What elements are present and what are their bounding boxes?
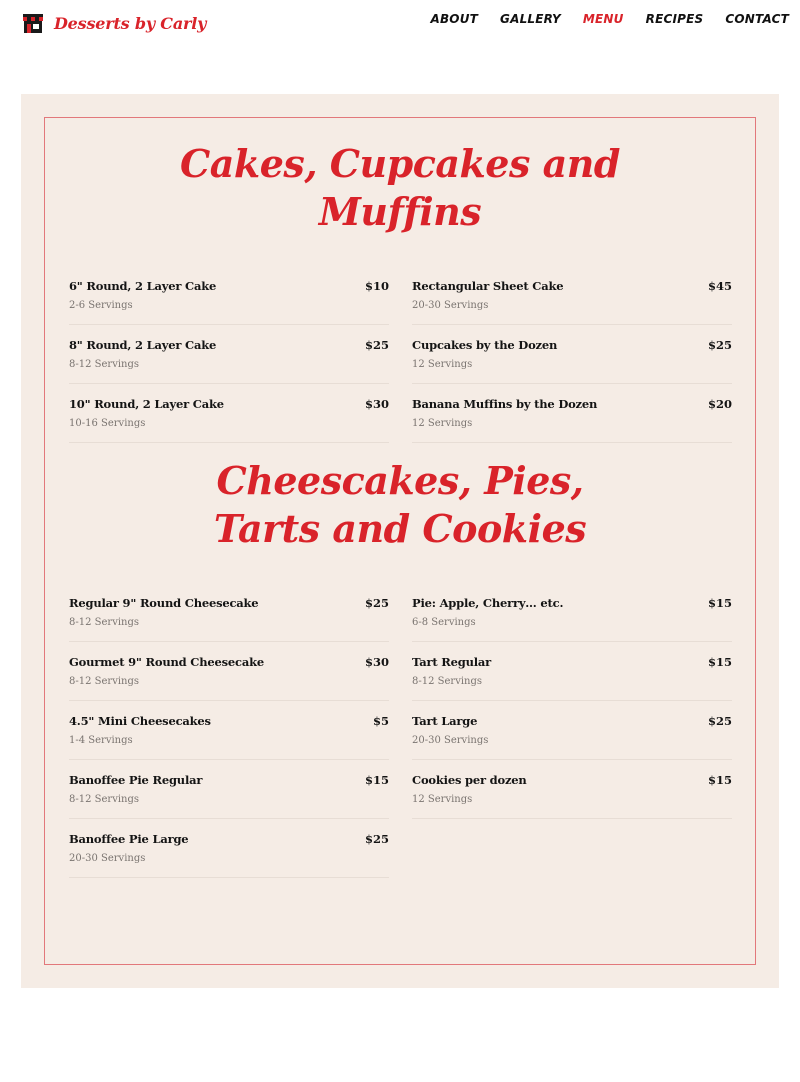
- menu-grid-cheesecakes: [69, 583, 732, 878]
- item-name: Banoffee Pie Large: [69, 832, 189, 846]
- item-servings: 8-12 Servings: [69, 359, 140, 370]
- item-name: Tart Large: [412, 714, 478, 728]
- menu-item: [69, 760, 389, 819]
- item-servings: 10-16 Servings: [69, 418, 146, 429]
- menu-item: [69, 819, 389, 878]
- menu-item: [69, 642, 389, 701]
- item-servings: 12 Servings: [412, 418, 473, 429]
- item-name: 4.5" Mini Cheesecakes: [69, 714, 211, 728]
- menu-item: [412, 384, 732, 443]
- item-servings: 20-30 Servings: [412, 300, 489, 311]
- item-name: Cupcakes by the Dozen: [412, 338, 558, 352]
- item-price: $30: [364, 655, 389, 669]
- site-header: [0, 0, 800, 50]
- nav-contact[interactable]: CONTACT: [725, 12, 789, 26]
- item-name: Tart Regular: [412, 655, 492, 669]
- item-name: Pie: Apple, Cherry… etc.: [412, 596, 564, 610]
- menu-item: [412, 583, 732, 642]
- item-servings: 12 Servings: [412, 359, 473, 370]
- section-title-line: Cakes, Cupcakes and: [180, 141, 620, 186]
- nav-recipes[interactable]: RECIPES: [645, 12, 704, 26]
- item-price: $15: [364, 773, 389, 787]
- item-name: Banoffee Pie Regular: [69, 773, 203, 787]
- item-name: Banana Muffins by the Dozen: [412, 397, 598, 411]
- brand-name: Desserts by Carly: [54, 13, 207, 33]
- item-price: $25: [364, 596, 389, 610]
- item-name: 6" Round, 2 Layer Cake: [69, 279, 217, 293]
- item-price: $5: [372, 714, 389, 728]
- item-servings: 8-12 Servings: [69, 617, 140, 628]
- item-servings: 8-12 Servings: [69, 676, 140, 687]
- menu-panel: [21, 94, 779, 988]
- item-price: $30: [364, 397, 389, 411]
- menu-frame: [44, 117, 756, 965]
- section-title-cheesecakes: [45, 457, 755, 553]
- storefront-icon: [22, 12, 44, 34]
- menu-item: [412, 266, 732, 325]
- item-name: 10" Round, 2 Layer Cake: [69, 397, 224, 411]
- item-price: $15: [707, 596, 732, 610]
- item-servings: 2-6 Servings: [69, 300, 133, 311]
- nav-gallery[interactable]: GALLERY: [500, 12, 561, 26]
- item-servings: 8-12 Servings: [412, 676, 483, 687]
- menu-item: [69, 325, 389, 384]
- item-price: $15: [707, 773, 732, 787]
- item-servings: 6-8 Servings: [412, 617, 476, 628]
- menu-item: [412, 701, 732, 760]
- item-name: Regular 9" Round Cheesecake: [69, 596, 259, 610]
- item-price: $25: [364, 832, 389, 846]
- menu-item: [412, 760, 732, 819]
- item-price: $45: [707, 279, 732, 293]
- item-name: Rectangular Sheet Cake: [412, 279, 564, 293]
- main-nav: [430, 12, 789, 26]
- menu-item: [69, 701, 389, 760]
- section-title-line: Tarts and Cookies: [213, 506, 587, 551]
- item-servings: 20-30 Servings: [412, 735, 489, 746]
- section-title-line: Muffins: [318, 189, 482, 234]
- item-servings: 1-4 Servings: [69, 735, 133, 746]
- menu-item: [412, 642, 732, 701]
- item-servings: 12 Servings: [412, 794, 473, 805]
- item-servings: 8-12 Servings: [69, 794, 140, 805]
- section-title-cakes: [45, 140, 755, 236]
- menu-item: [412, 325, 732, 384]
- menu-item: [69, 583, 389, 642]
- item-price: $10: [364, 279, 389, 293]
- item-price: $25: [364, 338, 389, 352]
- item-name: Gourmet 9" Round Cheesecake: [69, 655, 264, 669]
- item-name: Cookies per dozen: [412, 773, 527, 787]
- item-name: 8" Round, 2 Layer Cake: [69, 338, 217, 352]
- item-price: $20: [707, 397, 732, 411]
- section-title-line: Cheescakes, Pies,: [216, 458, 584, 503]
- nav-menu[interactable]: MENU: [582, 12, 624, 26]
- item-servings: 20-30 Servings: [69, 853, 146, 864]
- item-price: $25: [707, 714, 732, 728]
- nav-about[interactable]: ABOUT: [430, 12, 479, 26]
- item-price: $25: [707, 338, 732, 352]
- menu-item: [69, 384, 389, 443]
- brand-logo-link[interactable]: [22, 12, 206, 34]
- item-price: $15: [707, 655, 732, 669]
- menu-item: [69, 266, 389, 325]
- menu-grid-cakes: [69, 266, 732, 443]
